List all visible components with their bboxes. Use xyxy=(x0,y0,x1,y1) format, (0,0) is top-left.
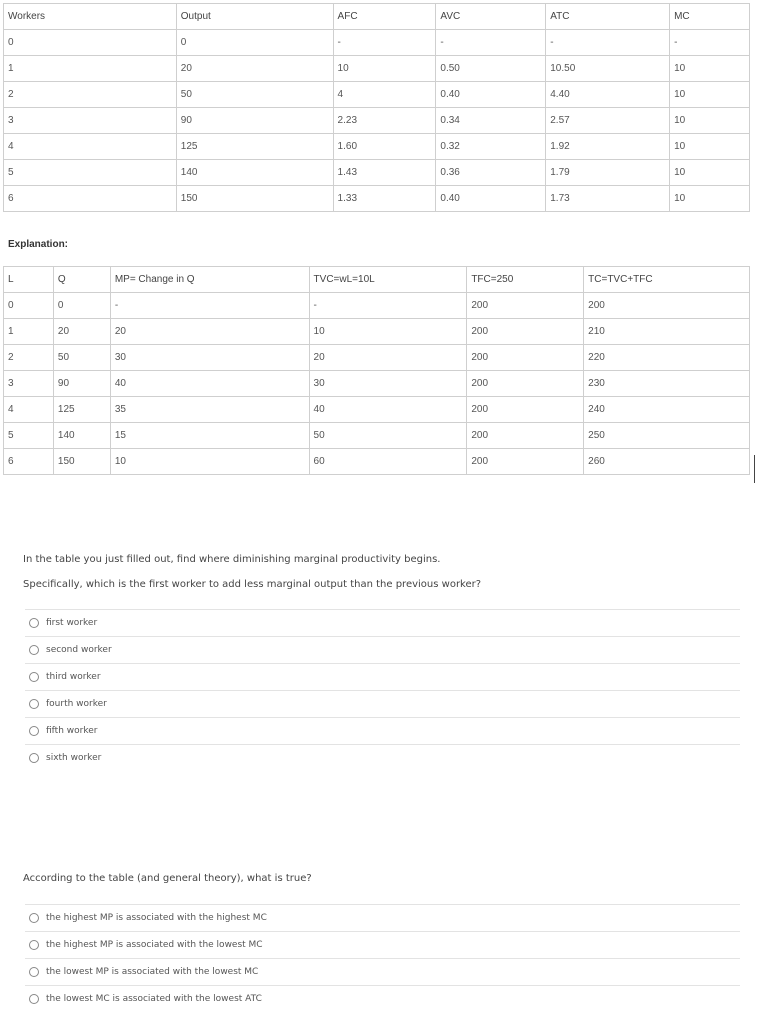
table-cell: 1.79 xyxy=(546,160,670,186)
table-cell: 1 xyxy=(4,56,177,82)
table-cell: 4 xyxy=(4,397,54,423)
table-cell: 1 xyxy=(4,319,54,345)
table-row xyxy=(4,293,750,319)
table-cell: - xyxy=(546,30,670,56)
table-cell: 5 xyxy=(4,160,177,186)
table-cell: 125 xyxy=(176,134,333,160)
table-row xyxy=(4,319,750,345)
table-cell: 20 xyxy=(309,345,467,371)
column-header: L xyxy=(4,267,54,293)
table-cell: 125 xyxy=(53,397,110,423)
table-cell: 200 xyxy=(467,319,584,345)
table-cell: 4.40 xyxy=(546,82,670,108)
table-cell: 3 xyxy=(4,371,54,397)
question-text-detail: Specifically, which is the first worker to add less marginal output than the previous worker? xyxy=(23,579,482,590)
table-cell: 30 xyxy=(309,371,467,397)
table-cell: 0.36 xyxy=(436,160,546,186)
table-cell: 0.32 xyxy=(436,134,546,160)
answer-option[interactable] xyxy=(25,663,740,690)
question-text: In the table you just filled out, find where diminishing marginal productivity begins. xyxy=(23,554,441,565)
table-cell: - xyxy=(670,30,750,56)
table-cell: 35 xyxy=(110,397,309,423)
table-cell: 0 xyxy=(4,30,177,56)
table-cell: 10 xyxy=(670,134,750,160)
column-header: MC xyxy=(670,4,750,30)
answer-option-label: second worker xyxy=(46,645,112,655)
answer-option[interactable] xyxy=(25,717,740,744)
table-cell: 140 xyxy=(176,160,333,186)
table-cell: 260 xyxy=(584,449,750,475)
table-cell: 2.23 xyxy=(333,108,436,134)
table-row xyxy=(4,30,750,56)
table-cell: 10 xyxy=(670,186,750,212)
table-cell: 5 xyxy=(4,423,54,449)
table-cell: 200 xyxy=(467,371,584,397)
table-cell: 10.50 xyxy=(546,56,670,82)
table-cell: 150 xyxy=(176,186,333,212)
column-header: Workers xyxy=(4,4,177,30)
answer-option[interactable] xyxy=(25,904,740,931)
table-cell: 4 xyxy=(333,82,436,108)
radio-button[interactable] xyxy=(29,994,39,1004)
radio-button[interactable] xyxy=(29,967,39,977)
table-cell: 10 xyxy=(670,56,750,82)
header-row xyxy=(4,267,750,293)
table-row xyxy=(4,108,750,134)
table-cell: 6 xyxy=(4,186,177,212)
table-row xyxy=(4,371,750,397)
question-card-mp-mc xyxy=(10,848,754,1028)
table-cell: 230 xyxy=(584,371,750,397)
radio-button[interactable] xyxy=(29,699,39,709)
table-row xyxy=(4,134,750,160)
table-cell: 20 xyxy=(53,319,110,345)
table-cell: 1.43 xyxy=(333,160,436,186)
table-cell: 10 xyxy=(110,449,309,475)
radio-button[interactable] xyxy=(29,913,39,923)
table-cell: 10 xyxy=(670,160,750,186)
table-cell: 140 xyxy=(53,423,110,449)
table-cell: 50 xyxy=(309,423,467,449)
answer-option-label: first worker xyxy=(46,618,98,628)
answer-option[interactable] xyxy=(25,636,740,663)
table-cell: 1.73 xyxy=(546,186,670,212)
table-cell: 50 xyxy=(176,82,333,108)
column-header: MP= Change in Q xyxy=(110,267,309,293)
explanation-table xyxy=(3,266,750,475)
table-cell: - xyxy=(436,30,546,56)
table-cell: 0.50 xyxy=(436,56,546,82)
table-cell: 200 xyxy=(467,449,584,475)
answer-option[interactable] xyxy=(25,690,740,717)
table-cell: 1.33 xyxy=(333,186,436,212)
radio-button[interactable] xyxy=(29,726,39,736)
table-cell: - xyxy=(333,30,436,56)
radio-button[interactable] xyxy=(29,618,39,628)
radio-button[interactable] xyxy=(29,645,39,655)
column-header: Output xyxy=(176,4,333,30)
table-cell: 200 xyxy=(467,423,584,449)
header-row xyxy=(4,4,750,30)
answer-option-label: the lowest MP is associated with the lowest MC xyxy=(46,967,259,977)
table-cell: 0.40 xyxy=(436,82,546,108)
table-row xyxy=(4,56,750,82)
table-cell: 0.34 xyxy=(436,108,546,134)
table-row xyxy=(4,160,750,186)
table-cell: 0.40 xyxy=(436,186,546,212)
table-cell: 6 xyxy=(4,449,54,475)
answer-option-label: the lowest MC is associated with the lowest ATC xyxy=(46,994,262,1004)
table-cell: 60 xyxy=(309,449,467,475)
question-card-diminishing-mp xyxy=(10,522,754,780)
table-cell: 90 xyxy=(53,371,110,397)
table-cell: 220 xyxy=(584,345,750,371)
table-cell: 240 xyxy=(584,397,750,423)
table-cell: 50 xyxy=(53,345,110,371)
answer-option-label: fifth worker xyxy=(46,726,98,736)
table-cell: 200 xyxy=(467,397,584,423)
table-cell: 200 xyxy=(467,293,584,319)
table-cell: 2 xyxy=(4,345,54,371)
table-cell: 3 xyxy=(4,108,177,134)
table-cell: 200 xyxy=(467,345,584,371)
table-cell: 0 xyxy=(4,293,54,319)
table-cell: 30 xyxy=(110,345,309,371)
table-cell: 10 xyxy=(670,108,750,134)
table-cell: - xyxy=(309,293,467,319)
table-cell: 2 xyxy=(4,82,177,108)
table-cell: 150 xyxy=(53,449,110,475)
radio-button[interactable] xyxy=(29,672,39,682)
answer-option-label: sixth worker xyxy=(46,753,102,763)
table-row xyxy=(4,345,750,371)
answer-option[interactable] xyxy=(25,958,740,985)
answer-option[interactable] xyxy=(25,985,740,1012)
column-header: AFC xyxy=(333,4,436,30)
table-cell: - xyxy=(110,293,309,319)
table-cell: 1.60 xyxy=(333,134,436,160)
table-cell: 40 xyxy=(309,397,467,423)
column-header: TC=TVC+TFC xyxy=(584,267,750,293)
table-cell: 20 xyxy=(176,56,333,82)
table-cell: 0 xyxy=(176,30,333,56)
radio-button[interactable] xyxy=(29,753,39,763)
table-row xyxy=(4,397,750,423)
answer-option-label: third worker xyxy=(46,672,101,682)
column-header: TFC=250 xyxy=(467,267,584,293)
divider-line xyxy=(754,455,755,483)
table-cell: 250 xyxy=(584,423,750,449)
explanation-label: Explanation: xyxy=(8,239,69,250)
table-cell: 90 xyxy=(176,108,333,134)
column-header: Q xyxy=(53,267,110,293)
table-cell: 2.57 xyxy=(546,108,670,134)
table-row xyxy=(4,423,750,449)
table-row xyxy=(4,449,750,475)
cost-table xyxy=(3,3,750,212)
table-cell: 15 xyxy=(110,423,309,449)
column-header: ATC xyxy=(546,4,670,30)
answer-option-label: fourth worker xyxy=(46,699,107,709)
answer-option[interactable] xyxy=(25,744,740,771)
table-cell: 4 xyxy=(4,134,177,160)
table-cell: 210 xyxy=(584,319,750,345)
answer-option-label: the highest MP is associated with the highest MC xyxy=(46,913,267,923)
table-row xyxy=(4,186,750,212)
table-cell: 40 xyxy=(110,371,309,397)
column-header: AVC xyxy=(436,4,546,30)
table-cell: 0 xyxy=(53,293,110,319)
table-cell: 10 xyxy=(309,319,467,345)
table-cell: 10 xyxy=(333,56,436,82)
table-row xyxy=(4,82,750,108)
answer-option[interactable] xyxy=(25,931,740,958)
table-cell: 10 xyxy=(670,82,750,108)
table-cell: 200 xyxy=(584,293,750,319)
column-header: TVC=wL=10L xyxy=(309,267,467,293)
radio-button[interactable] xyxy=(29,940,39,950)
question-text: According to the table (and general theory), what is true? xyxy=(23,873,312,884)
answer-option[interactable] xyxy=(25,609,740,636)
table-cell: 20 xyxy=(110,319,309,345)
answer-option-label: the highest MP is associated with the lowest MC xyxy=(46,940,263,950)
table-cell: 1.92 xyxy=(546,134,670,160)
